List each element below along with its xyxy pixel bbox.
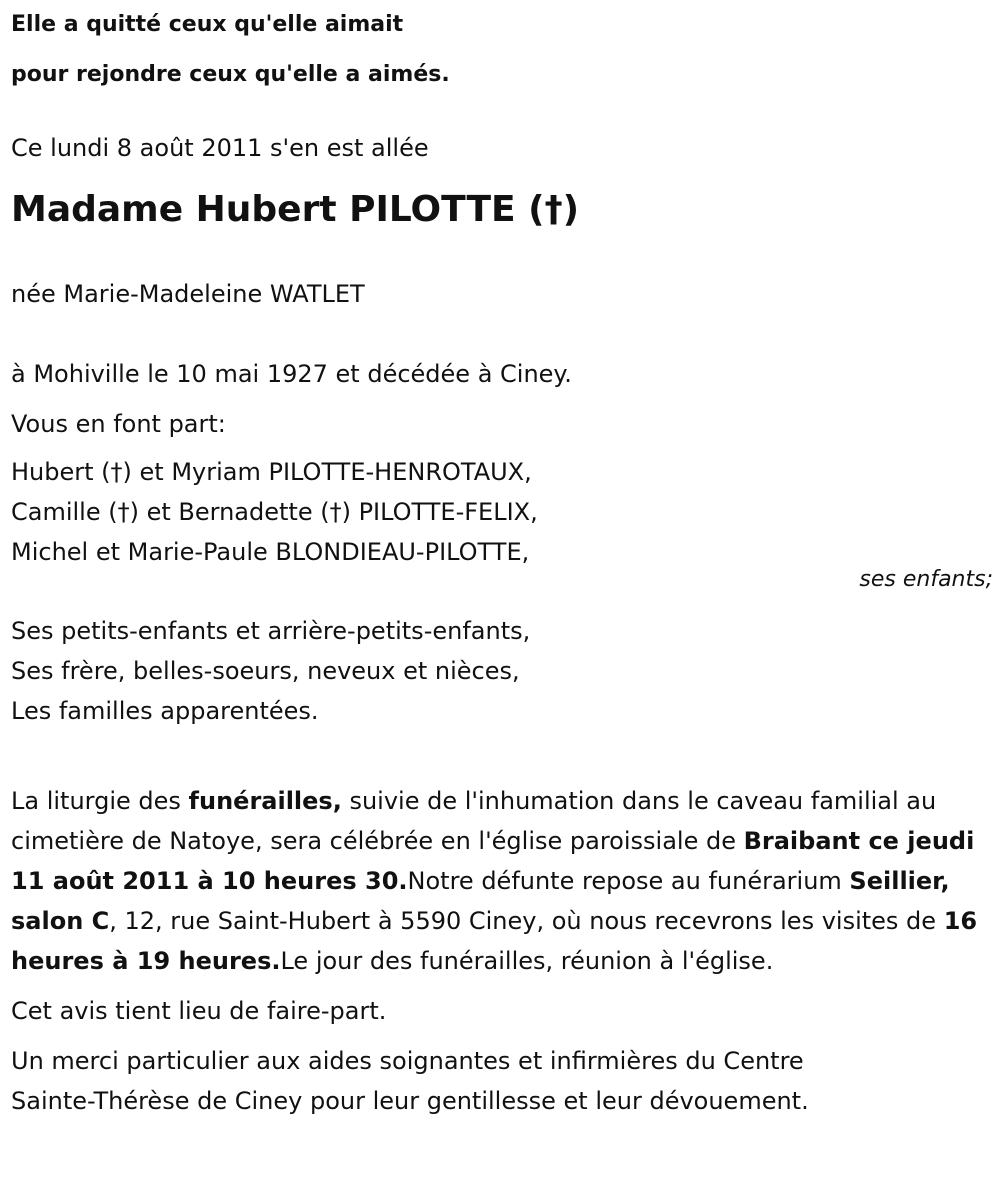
- funeral-bold-3: Seillier, salon C: [11, 867, 950, 935]
- funeral-text-2: suivie de l'inhumation dans le caveau familial au cimetière de Natoye, sera célébrée en l'église paroissiale de: [11, 787, 937, 855]
- death-date-intro: Ce lundi 8 août 2011 s'en est allée: [11, 134, 429, 162]
- funeral-text-1: La liturgie des: [11, 787, 189, 815]
- thanks-line-1: Un merci particulier aux aides soignantes et infirmières du Centre: [11, 1047, 804, 1075]
- thanks-line-2: Sainte-Thérèse de Ciney pour leur gentillesse et leur dévouement.: [11, 1087, 809, 1115]
- obituary-notice: [11, 0, 993, 1121]
- child-entry: Hubert (†) et Myriam PILOTTE-HENROTAUX,: [11, 458, 532, 486]
- funeral-bold-4: 16 heures à 19 heures.: [11, 907, 978, 975]
- funeral-bold-1: funérailles,: [188, 787, 342, 815]
- epigraph-line-2: pour rejondre ceux qu'elle a aimés.: [11, 62, 450, 87]
- thanks-message: [11, 1041, 993, 1121]
- family-list: [11, 611, 993, 731]
- child-entry: Michel et Marie-Paule BLONDIEAU-PILOTTE,: [11, 538, 530, 566]
- maiden-name: née Marie-Madeleine WATLET: [11, 280, 365, 308]
- child-entry: Camille (†) et Bernadette (†) PILOTTE-FELIX,: [11, 498, 538, 526]
- deceased-name: Madame Hubert PILOTTE (†): [11, 189, 580, 230]
- family-entry: Ses petits-enfants et arrière-petits-enfants,: [11, 617, 531, 645]
- funeral-text-4: , 12, rue Saint-Hubert à 5590 Ciney, où nous recevrons les visites de: [109, 907, 944, 935]
- family-entry: Les familles apparentées.: [11, 697, 319, 725]
- notice-statement: Cet avis tient lieu de faire-part.: [11, 997, 387, 1025]
- funeral-text-5: Le jour des funérailles, réunion à l'église.: [280, 947, 774, 975]
- children-role-row: [11, 567, 993, 596]
- birth-death-place: à Mohiville le 10 mai 1927 et décédée à Ciney.: [11, 360, 572, 388]
- funeral-details: [11, 781, 987, 981]
- children-list: [11, 452, 993, 572]
- children-role: ses enfants;: [859, 567, 993, 592]
- epigraph-line-1: Elle a quitté ceux qu'elle aimait: [11, 12, 404, 37]
- announcement-intro: Vous en font part:: [11, 410, 226, 438]
- family-entry: Ses frère, belles-soeurs, neveux et nièces,: [11, 657, 520, 685]
- funeral-bold-2: Braibant ce jeudi 11 août 2011 à 10 heures 30.: [11, 827, 975, 895]
- funeral-text-3: Notre défunte repose au funérarium: [407, 867, 850, 895]
